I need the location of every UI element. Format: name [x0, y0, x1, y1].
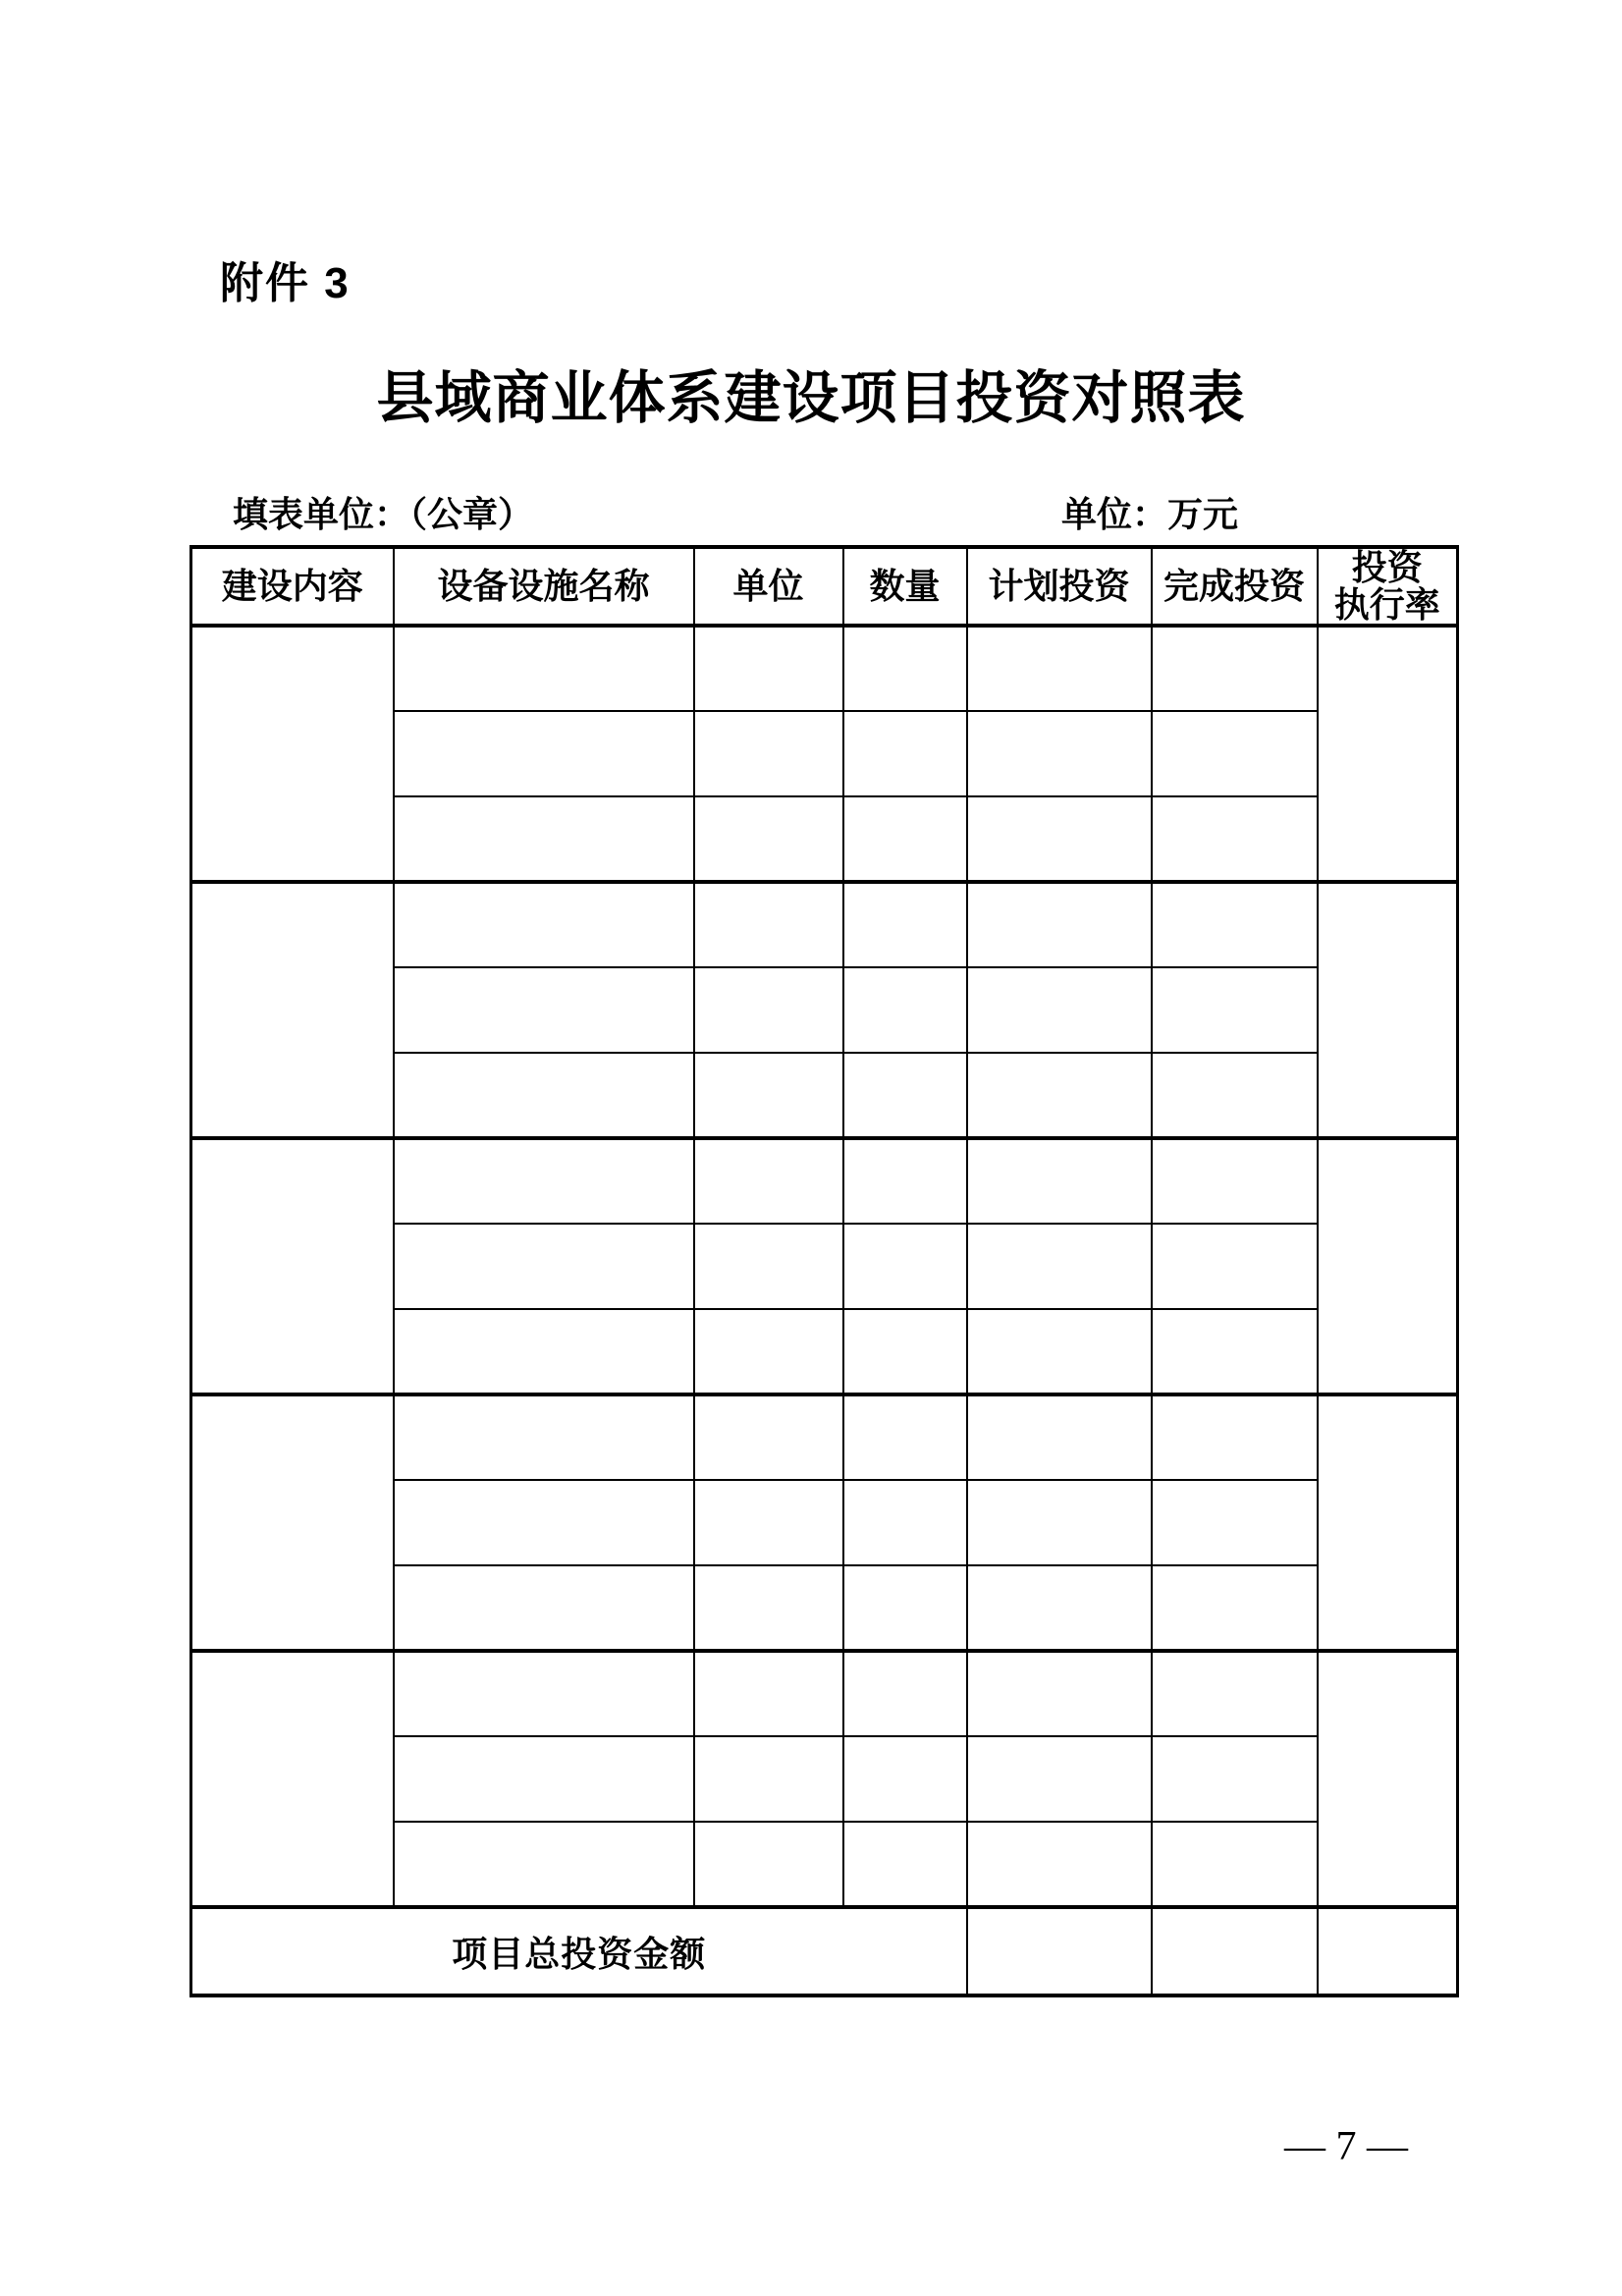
quantity-cell — [843, 1394, 967, 1480]
table-body — [191, 626, 1458, 1907]
equipment-name-cell — [394, 626, 694, 711]
execution-rate-cell — [1318, 1138, 1458, 1394]
construction-content-cell — [191, 882, 394, 1138]
unit-cell — [694, 1394, 843, 1480]
execution-rate-cell — [1318, 1394, 1458, 1651]
planned-investment-cell — [967, 967, 1152, 1053]
unit-cell — [694, 1736, 843, 1822]
planned-investment-cell — [967, 711, 1152, 796]
table-header — [191, 547, 1458, 626]
total-execution-rate-cell — [1318, 1907, 1458, 1995]
completed-investment-cell — [1152, 1309, 1318, 1394]
meta-row — [0, 487, 1622, 536]
unit-cell — [694, 1053, 843, 1138]
quantity-cell — [843, 1736, 967, 1822]
equipment-name-cell — [394, 967, 694, 1053]
planned-investment-cell — [967, 1480, 1152, 1565]
equipment-name-cell — [394, 711, 694, 796]
quantity-cell — [843, 882, 967, 967]
col-header-quantity: 数量 — [843, 547, 967, 626]
table-row — [191, 1651, 1458, 1736]
attachment-label: 附件 3 — [220, 259, 351, 307]
col-header-construction-content: 建设内容 — [191, 547, 394, 626]
unit-cell — [694, 1480, 843, 1565]
planned-investment-cell — [967, 1138, 1152, 1224]
equipment-name-cell — [394, 1736, 694, 1822]
completed-investment-cell — [1152, 967, 1318, 1053]
form-unit-label: 填表单位：（公章） — [233, 494, 534, 534]
quantity-cell — [843, 967, 967, 1053]
completed-investment-cell — [1152, 1224, 1318, 1309]
quantity-cell — [843, 1138, 967, 1224]
col-header-investment-execution-rate — [1318, 547, 1458, 626]
quantity-cell — [843, 1565, 967, 1651]
col-header-planned-investment: 计划投资 — [967, 547, 1152, 626]
completed-investment-cell — [1152, 1651, 1318, 1736]
completed-investment-cell — [1152, 1394, 1318, 1480]
col-header-unit: 单位 — [694, 547, 843, 626]
construction-content-cell — [191, 1394, 394, 1651]
completed-investment-cell — [1152, 1480, 1318, 1565]
equipment-name-cell — [394, 1480, 694, 1565]
unit-cell — [694, 1822, 843, 1907]
unit-cell — [694, 1224, 843, 1309]
equipment-name-cell — [394, 1224, 694, 1309]
planned-investment-cell — [967, 882, 1152, 967]
equipment-name-cell — [394, 1565, 694, 1651]
completed-investment-cell — [1152, 626, 1318, 711]
table-row — [191, 1394, 1458, 1480]
planned-investment-cell — [967, 626, 1152, 711]
quantity-cell — [843, 711, 967, 796]
quantity-cell — [843, 1822, 967, 1907]
table-footer — [191, 1907, 1458, 1995]
unit-cell — [694, 1565, 843, 1651]
planned-investment-cell — [967, 796, 1152, 882]
planned-investment-cell — [967, 1224, 1152, 1309]
unit-cell — [694, 882, 843, 967]
page-number: — 7 — — [1284, 2124, 1408, 2169]
quantity-cell — [843, 1651, 967, 1736]
total-row — [191, 1907, 1458, 1995]
table-row — [191, 626, 1458, 711]
planned-investment-cell — [967, 1822, 1152, 1907]
col-header-equipment-facility-name: 设备设施名称 — [394, 547, 694, 626]
investment-table — [189, 545, 1459, 1997]
unit-cell — [694, 967, 843, 1053]
unit-cell — [694, 626, 843, 711]
completed-investment-cell — [1152, 1565, 1318, 1651]
quantity-cell — [843, 1309, 967, 1394]
completed-investment-cell — [1152, 882, 1318, 967]
unit-cell — [694, 796, 843, 882]
quantity-cell — [843, 1053, 967, 1138]
execution-rate-header-line2: 执行率 — [1333, 584, 1440, 625]
construction-content-cell — [191, 626, 394, 882]
quantity-cell — [843, 1224, 967, 1309]
total-investment-label-cell: 项目总投资金额 — [191, 1907, 967, 1995]
unit-cell — [694, 711, 843, 796]
table-row — [191, 882, 1458, 967]
equipment-name-cell — [394, 1651, 694, 1736]
planned-investment-cell — [967, 1394, 1152, 1480]
construction-content-cell — [191, 1138, 394, 1394]
header-row — [191, 547, 1458, 626]
construction-content-cell — [191, 1651, 394, 1907]
unit-cell — [694, 1138, 843, 1224]
equipment-name-cell — [394, 1053, 694, 1138]
planned-investment-cell — [967, 1053, 1152, 1138]
planned-investment-cell — [967, 1651, 1152, 1736]
equipment-name-cell — [394, 1309, 694, 1394]
planned-investment-cell — [967, 1736, 1152, 1822]
execution-rate-cell — [1318, 626, 1458, 882]
equipment-name-cell — [394, 1138, 694, 1224]
total-completed-investment-cell — [1152, 1907, 1318, 1995]
execution-rate-header-line1: 投资 — [1351, 547, 1423, 587]
completed-investment-cell — [1152, 1138, 1318, 1224]
planned-investment-cell — [967, 1309, 1152, 1394]
equipment-name-cell — [394, 882, 694, 967]
execution-rate-cell — [1318, 1651, 1458, 1907]
equipment-name-cell — [394, 1394, 694, 1480]
completed-investment-cell — [1152, 1822, 1318, 1907]
planned-investment-cell — [967, 1565, 1152, 1651]
page-title: 县域商业体系建设项目投资对照表 — [376, 366, 1246, 430]
quantity-cell — [843, 1480, 967, 1565]
col-header-completed-investment: 完成投资 — [1152, 547, 1318, 626]
completed-investment-cell — [1152, 796, 1318, 882]
unit-cell — [694, 1651, 843, 1736]
equipment-name-cell — [394, 1822, 694, 1907]
unit-label: 单位：万元 — [1061, 494, 1239, 534]
completed-investment-cell — [1152, 711, 1318, 796]
execution-rate-cell — [1318, 882, 1458, 1138]
table-row — [191, 1138, 1458, 1224]
unit-cell — [694, 1309, 843, 1394]
completed-investment-cell — [1152, 1053, 1318, 1138]
total-planned-investment-cell — [967, 1907, 1152, 1995]
quantity-cell — [843, 626, 967, 711]
completed-investment-cell — [1152, 1736, 1318, 1822]
quantity-cell — [843, 796, 967, 882]
equipment-name-cell — [394, 796, 694, 882]
